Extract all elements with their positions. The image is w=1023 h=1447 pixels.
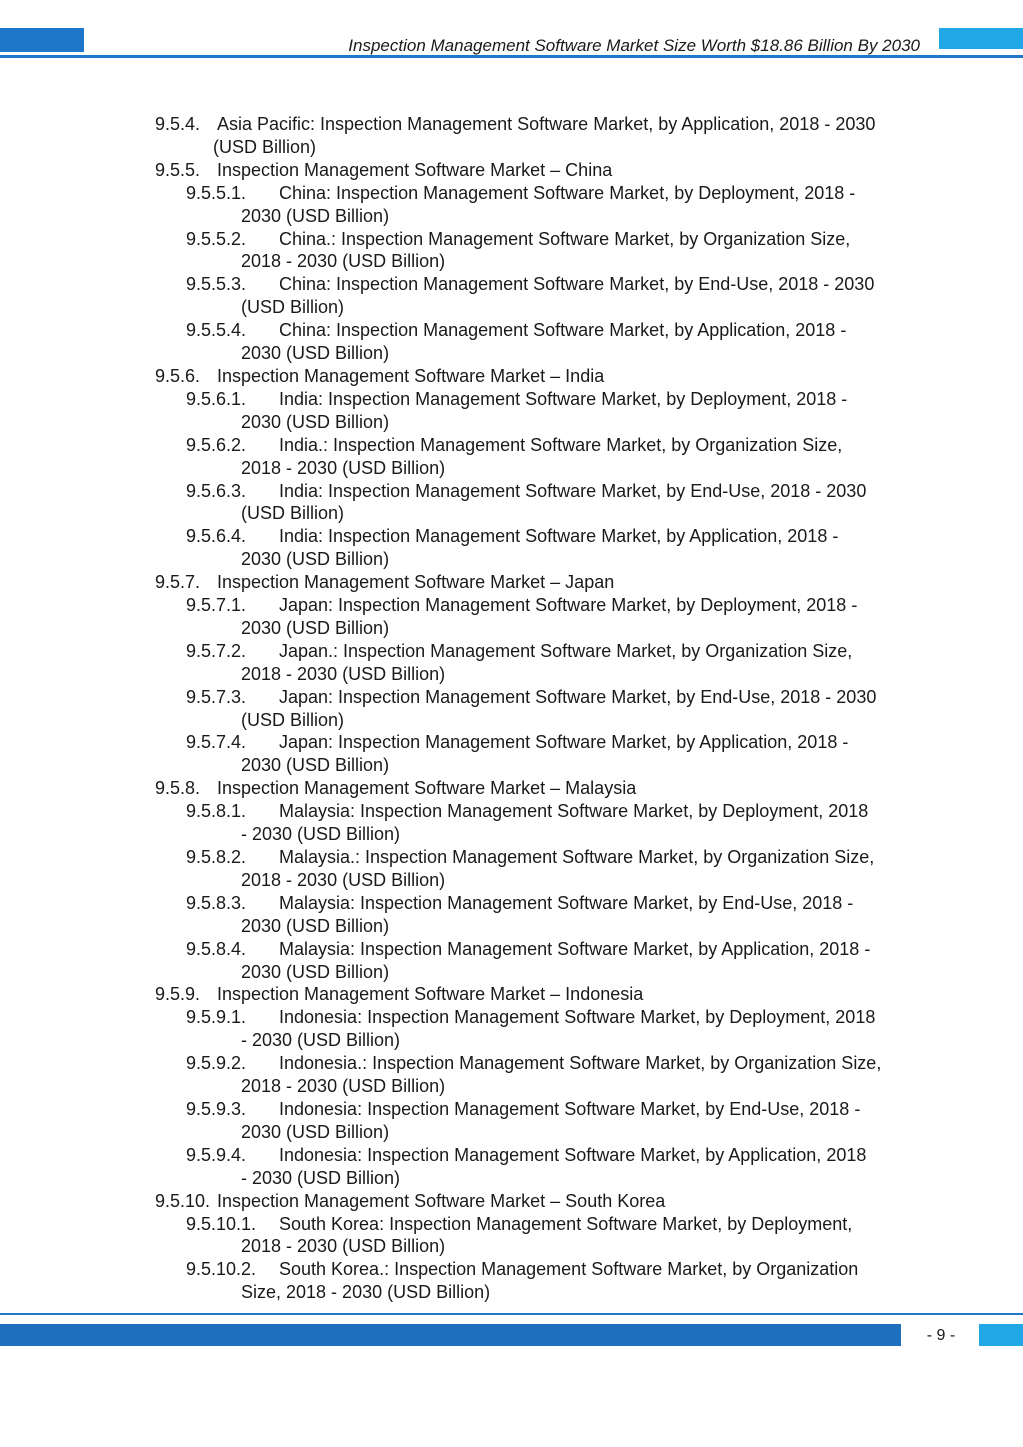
toc-entry-title-line2: - 2030 (USD Billion): [241, 824, 401, 845]
toc-entry-number: 9.5.5.2.: [186, 228, 247, 249]
toc-entry-title-line2: 2018 - 2030 (USD Billion): [241, 251, 446, 272]
toc-entry-number: 9.5.10.1.: [186, 1213, 257, 1234]
toc-entry-title: [241, 1098, 929, 1144]
toc-entry-number: 9.5.9.2.: [186, 1053, 247, 1074]
toc-entry[interactable]: [0, 1052, 1023, 1098]
toc-entry-number: 9.5.8.3.: [186, 892, 247, 913]
toc-entry-title: [241, 938, 929, 984]
toc-entry[interactable]: [0, 365, 1023, 388]
toc-entry-title-line1: Indonesia: Inspection Management Software Market, by Deployment, 2018: [279, 1007, 876, 1028]
toc-entry-title: [241, 1213, 929, 1259]
page-number: - 9 -: [926, 1327, 956, 1344]
toc-entry[interactable]: [0, 525, 1023, 571]
toc-entry-title-line2: 2030 (USD Billion): [241, 411, 390, 432]
toc-entry-title: [241, 1258, 929, 1304]
toc-entry-title-line2: 2018 - 2030 (USD Billion): [241, 1236, 446, 1257]
toc-entry-title: [241, 273, 929, 319]
toc-entry-title-line2: 2018 - 2030 (USD Billion): [241, 1076, 446, 1097]
toc-entry-title: [241, 686, 929, 732]
toc-entry-number: 9.5.9.: [155, 984, 201, 1005]
toc-entry-title-line1: China: Inspection Management Software Market, by Deployment, 2018 -: [279, 182, 856, 203]
toc-entry-title: [241, 800, 929, 846]
toc-entry-title-line2: 2018 - 2030 (USD Billion): [241, 869, 446, 890]
footer-rule: [0, 1313, 1023, 1315]
toc-entry-title: [217, 983, 929, 1006]
toc-entry-title-line2: 2030 (USD Billion): [241, 915, 390, 936]
toc-entry-title-line2: 2030 (USD Billion): [241, 343, 390, 364]
toc-entry[interactable]: [0, 228, 1023, 274]
header-accent-block-right: [939, 28, 1023, 49]
toc-entry-number: 9.5.7.3.: [186, 686, 247, 707]
toc-entry[interactable]: [0, 1190, 1023, 1213]
toc-entry-title-line1: Inspection Management Software Market – South Korea: [217, 1190, 666, 1211]
toc-entry-title-line2: - 2030 (USD Billion): [241, 1167, 401, 1188]
toc-entry[interactable]: [0, 1144, 1023, 1190]
toc-entry-title-line2: (USD Billion): [213, 136, 317, 157]
toc-entry-title-line2: 2030 (USD Billion): [241, 549, 390, 570]
toc-entry[interactable]: [0, 159, 1023, 182]
toc-entry[interactable]: [0, 1213, 1023, 1259]
toc-entry[interactable]: [0, 434, 1023, 480]
toc-entry-number: 9.5.5.: [155, 159, 201, 180]
toc-entry-title-line2: (USD Billion): [241, 297, 345, 318]
toc-entry-number: 9.5.6.: [155, 365, 201, 386]
toc-entry-title-line1: Indonesia.: Inspection Management Software Market, by Organization Size,: [279, 1053, 882, 1074]
toc-entry[interactable]: [0, 938, 1023, 984]
toc-entry-title: [241, 731, 929, 777]
toc-entry[interactable]: [0, 846, 1023, 892]
toc-entry-title: [213, 113, 929, 159]
toc-entry[interactable]: [0, 892, 1023, 938]
toc-entry-title-line2: 2030 (USD Billion): [241, 961, 390, 982]
toc-entry-title-line1: Inspection Management Software Market – Indonesia: [217, 984, 644, 1005]
header-accent-block-left: [0, 28, 84, 52]
toc-entry-number: 9.5.10.: [155, 1190, 211, 1211]
toc-entry-title-line1: Malaysia.: Inspection Management Software Market, by Organization Size,: [279, 847, 875, 867]
toc-entry[interactable]: [0, 388, 1023, 434]
toc-entry-title-line1: Inspection Management Software Market – Malaysia: [217, 778, 637, 799]
toc-entry-number: 9.5.6.3.: [186, 480, 247, 501]
toc-entry-title-line1: Japan: Inspection Management Software Market, by End-Use, 2018 - 2030: [279, 686, 877, 707]
toc-entry[interactable]: [0, 800, 1023, 846]
toc-entry-title: [241, 640, 929, 686]
toc-entry-title-line1: Indonesia: Inspection Management Software Market, by Application, 2018: [279, 1144, 867, 1165]
toc-entry-number: 9.5.9.4.: [186, 1144, 247, 1165]
toc-entry-title: [241, 594, 929, 640]
toc-entry-title-line2: 2030 (USD Billion): [241, 617, 390, 638]
toc-entry-title: [241, 892, 929, 938]
toc-entry-title-line1: Japan.: Inspection Management Software Market, by Organization Size,: [279, 640, 853, 661]
toc-entry-title-line1: China.: Inspection Management Software Market, by Organization Size,: [279, 228, 851, 249]
toc-entry-title-line1: China: Inspection Management Software Market, by End-Use, 2018 - 2030: [279, 274, 875, 295]
toc-entry-title: [241, 434, 929, 480]
toc-entry-number: 9.5.6.2.: [186, 434, 247, 455]
toc-entry-title: [241, 319, 929, 365]
running-header-title: Inspection Management Software Market Size Worth $18.86 Billion By 2030: [348, 36, 920, 55]
toc-entry[interactable]: [0, 594, 1023, 640]
toc-entry-title-line2: 2018 - 2030 (USD Billion): [241, 457, 446, 478]
toc-entry[interactable]: [0, 113, 1023, 159]
toc-entry-number: 9.5.7.: [155, 572, 201, 593]
toc-entry-title: [217, 365, 929, 388]
toc-entry-number: 9.5.10.2.: [186, 1259, 257, 1280]
toc-entry-title: [241, 1006, 929, 1052]
toc-entry-title-line1: South Korea.: Inspection Management Software Market, by Organization: [279, 1259, 859, 1280]
toc-entry[interactable]: [0, 182, 1023, 228]
toc-entry-number: 9.5.8.: [155, 778, 201, 799]
toc-entry-number: 9.5.8.2.: [186, 847, 247, 867]
toc-entry-title: [241, 846, 929, 892]
toc-entry-title: [217, 571, 929, 594]
toc-entry-title-line1: India: Inspection Management Software Market, by Deployment, 2018 -: [279, 388, 848, 409]
header-rule: [0, 55, 1023, 58]
toc-entry-title: [241, 1052, 929, 1098]
toc-entry-title-line1: India.: Inspection Management Software Market, by Organization Size,: [279, 434, 843, 455]
toc-entry-title-line1: Asia Pacific: Inspection Management Software Market, by Application, 2018 - 2030: [217, 114, 876, 134]
toc-entry-title-line1: Inspection Management Software Market – Japan: [217, 572, 615, 593]
toc-entry[interactable]: [0, 731, 1023, 777]
toc-entry-number: 9.5.9.3.: [186, 1098, 247, 1119]
toc-entry[interactable]: [0, 480, 1023, 526]
toc-entry-title: [241, 480, 929, 526]
toc-entry-title: [217, 1190, 929, 1213]
toc-entry[interactable]: [0, 686, 1023, 732]
toc-entry-title-line1: Inspection Management Software Market – India: [217, 365, 605, 386]
toc-entry-number: 9.5.5.1.: [186, 182, 247, 203]
toc-entry[interactable]: [0, 983, 1023, 1006]
toc-entry-number: 9.5.5.4.: [186, 320, 247, 341]
table-of-contents: [0, 113, 1023, 1304]
toc-entry-number: 9.5.9.1.: [186, 1007, 247, 1028]
toc-entry-title-line1: Indonesia: Inspection Management Software Market, by End-Use, 2018 -: [279, 1098, 861, 1119]
toc-entry-title-line2: Size, 2018 - 2030 (USD Billion): [241, 1282, 491, 1303]
toc-entry[interactable]: [0, 1258, 1023, 1304]
footer-accent-bar-left: [0, 1324, 901, 1346]
toc-entry-number: 9.5.6.4.: [186, 526, 247, 547]
toc-entry-number: 9.5.8.1.: [186, 801, 247, 822]
toc-entry[interactable]: [0, 571, 1023, 594]
toc-entry-title: [241, 182, 929, 228]
toc-entry-title-line1: India: Inspection Management Software Market, by Application, 2018 -: [279, 526, 839, 547]
toc-entry-title: [241, 525, 929, 571]
toc-entry-title-line2: 2030 (USD Billion): [241, 755, 390, 776]
toc-entry-title-line1: South Korea: Inspection Management Software Market, by Deployment,: [279, 1213, 853, 1234]
toc-entry-title-line1: Japan: Inspection Management Software Market, by Deployment, 2018 -: [279, 595, 858, 616]
toc-entry-number: 9.5.6.1.: [186, 388, 247, 409]
toc-entry[interactable]: [0, 777, 1023, 800]
toc-entry-title: [241, 388, 929, 434]
toc-entry[interactable]: [0, 319, 1023, 365]
toc-entry-title-line1: Malaysia: Inspection Management Software Market, by End-Use, 2018 -: [279, 892, 854, 913]
toc-entry-title-line1: China: Inspection Management Software Market, by Application, 2018 -: [279, 320, 847, 341]
toc-entry-title-line2: 2030 (USD Billion): [241, 205, 390, 226]
toc-entry-title-line1: Malaysia: Inspection Management Software Market, by Application, 2018 -: [279, 938, 871, 959]
toc-entry[interactable]: [0, 640, 1023, 686]
toc-entry[interactable]: [0, 1098, 1023, 1144]
toc-entry-title: [241, 1144, 929, 1190]
toc-entry-number: 9.5.7.1.: [186, 595, 247, 616]
toc-entry-number: 9.5.7.4.: [186, 732, 247, 753]
toc-entry-title-line2: (USD Billion): [241, 503, 345, 524]
toc-entry-title-line1: Malaysia: Inspection Management Software Market, by Deployment, 2018: [279, 801, 869, 822]
toc-entry-title-line1: Japan: Inspection Management Software Market, by Application, 2018 -: [279, 732, 849, 753]
toc-entry-title-line2: 2018 - 2030 (USD Billion): [241, 663, 446, 684]
toc-entry-number: 9.5.5.3.: [186, 274, 247, 295]
toc-entry-title: [217, 777, 929, 800]
toc-entry-title-line2: 2030 (USD Billion): [241, 1121, 390, 1142]
toc-entry-number: 9.5.8.4.: [186, 938, 247, 959]
toc-entry[interactable]: [0, 273, 1023, 319]
toc-entry[interactable]: [0, 1006, 1023, 1052]
toc-entry-title-line2: (USD Billion): [241, 709, 345, 730]
toc-entry-title-line1: Inspection Management Software Market – China: [217, 159, 613, 180]
toc-entry-title: [217, 159, 929, 182]
footer-accent-bar-right: [979, 1324, 1023, 1346]
toc-entry-title-line1: India: Inspection Management Software Market, by End-Use, 2018 - 2030: [279, 480, 867, 501]
toc-entry-title-line2: - 2030 (USD Billion): [241, 1030, 401, 1051]
toc-entry-title: [241, 228, 929, 274]
toc-entry-number: 9.5.7.2.: [186, 640, 247, 661]
toc-entry-number: 9.5.4.: [155, 114, 201, 134]
